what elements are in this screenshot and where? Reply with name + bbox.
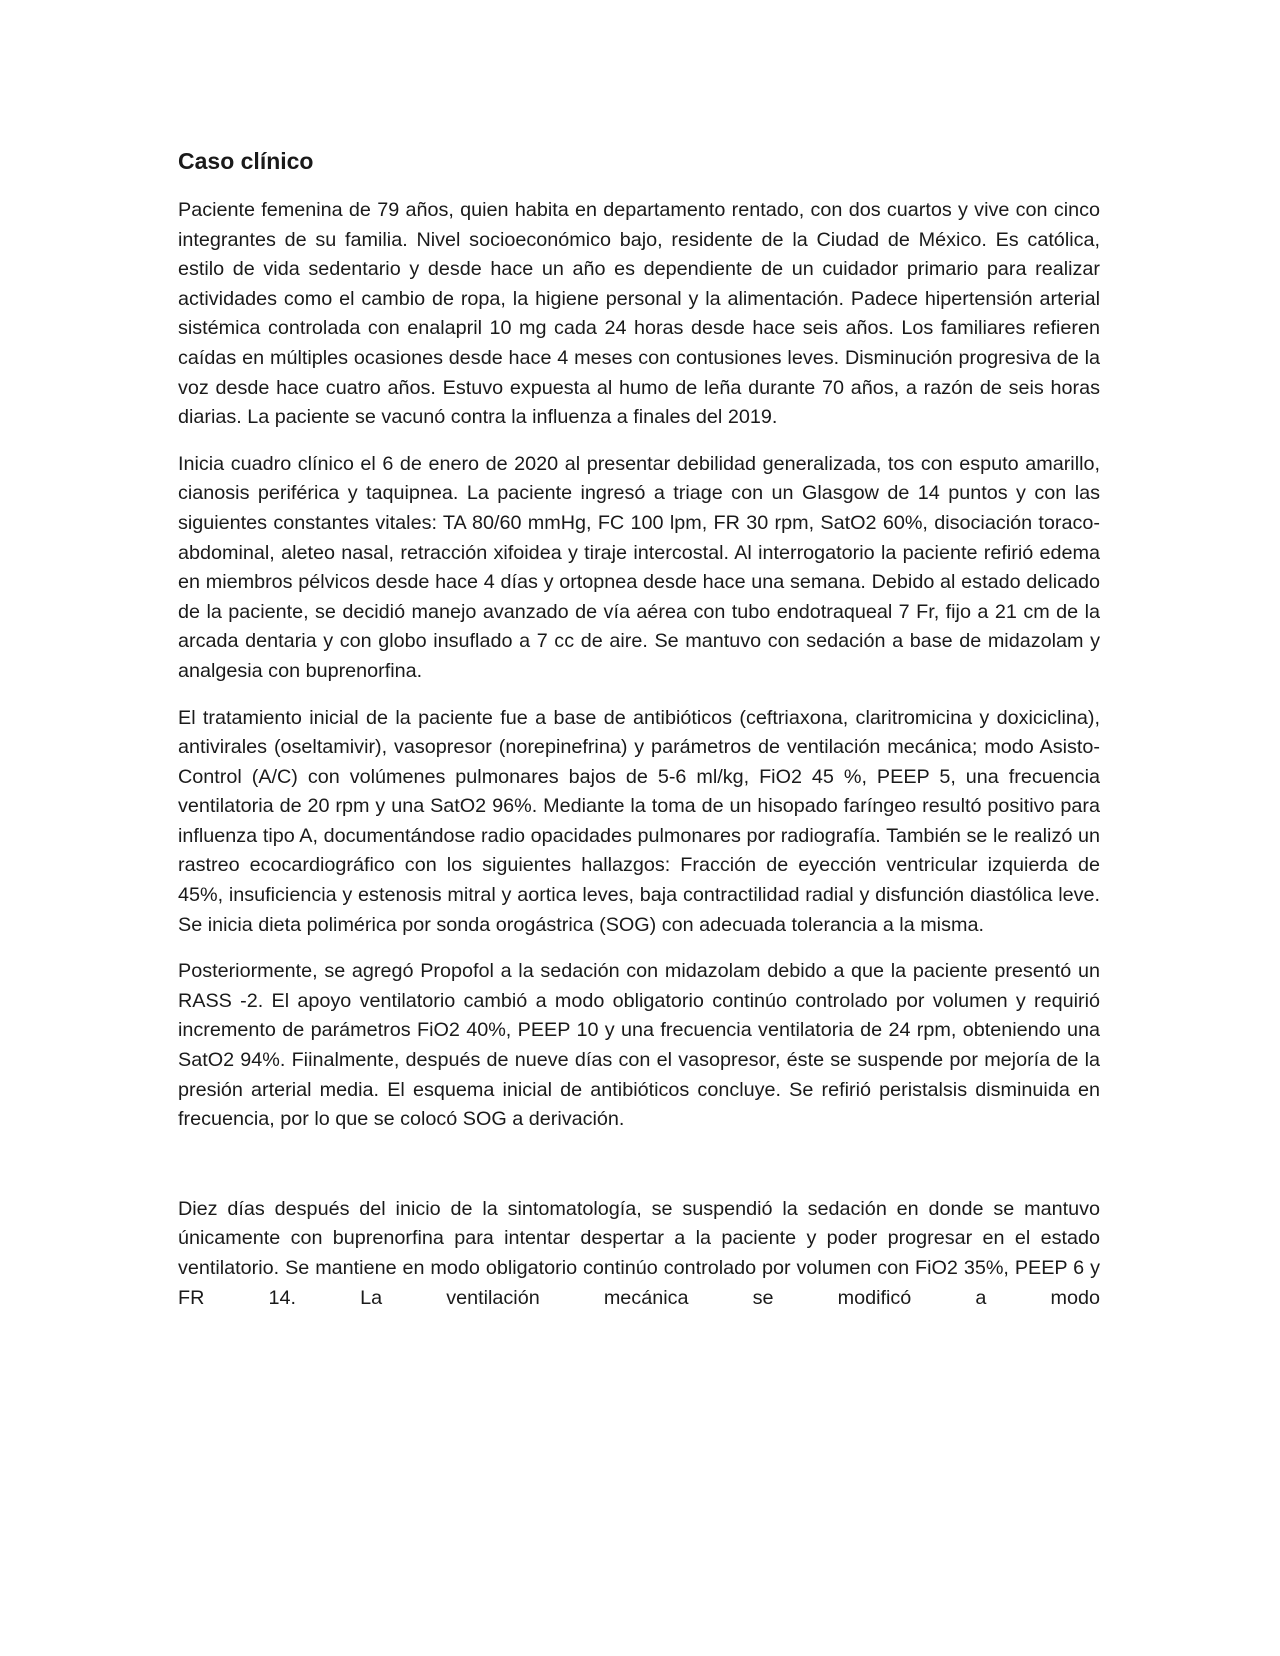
- document-page: [178, 146, 1100, 1313]
- paragraph-sedation-withdrawal: Diez días después del inicio de la sintomatología, se suspendió la sedación en donde se mantuvo únicamente con buprenorfina para intentar despertar a la paciente y poder progresar en el estado ventilatorio. Se mantiene en modo obligatorio continúo controlado por volumen con FiO2 35%, PEEP 6 y FR 14. La ventilación mecánica se modificó a modo: [178, 1197, 1100, 1309]
- document-title: Caso clínico: [178, 148, 314, 174]
- paragraph-history: Paciente femenina de 79 años, quien habita en departamento rentado, con dos cuartos y vive con cinco integrantes de su familia. Nivel socioeconómico bajo, residente de la Ciudad de México. Es católica, estilo de vida sedentario y desde hace un año es dependiente de un cuidador primario para realizar actividades como el cambio de ropa, la higiene personal y la alimentación. Padece hipertensión arterial sistémica controlada con enalapril 10 mg cada 24 horas desde hace seis años. Los familiares refieren caídas en múltiples ocasiones desde hace 4 meses con contusiones leves. Disminución progresiva de la voz desde hace cuatro años. Estuvo expuesta al humo de leña durante 70 años, a razón de seis horas diarias. La paciente se vacunó contra la influenza a finales del 2019.: [178, 199, 1100, 429]
- paragraph-evolution: Posteriormente, se agregó Propofol a la sedación con midazolam debido a que la paciente presentó un RASS -2. El apoyo ventilatorio cambió a modo obligatorio continúo controlado por volumen y requirió incremento de parámetros FiO2 40%, PEEP 10 y una frecuencia ventilatoria de 24 rpm, obteniendo una SatO2 94%. Fiinalmente, después de nueve días con el vasopresor, éste se suspende por mejoría de la presión arterial media. El esquema inicial de antibióticos concluye. Se refirió peristalsis disminuida en frecuencia, por lo que se colocó SOG a derivación.: [178, 960, 1100, 1131]
- paragraph-initial-treatment: El tratamiento inicial de la paciente fue a base de antibióticos (ceftriaxona, claritromicina y doxiciclina), antivirales (oseltamivir), vasopresor (norepinefrina) y parámetros de ventilación mecánica; modo Asisto-Control (A/C) con volúmenes pulmonares bajos de 5-6 ml/kg, FiO2 45 %, PEEP 5, una frecuencia ventilatoria de 20 rpm y una SatO2 96%. Mediante la toma de un hisopado faríngeo resultó positivo para influenza tipo A, documentándose radio opacidades pulmonares por radiografía. También se le realizó un rastreo ecocardiográfico con los siguientes hallazgos: Fracción de eyección ventricular izquierda de 45%, insuficiencia y estenosis mitral y aortica leves, baja contractilidad radial y disfunción diastólica leve. Se inicia dieta polimérica por sonda orogástrica (SOG) con adecuada tolerancia a la misma.: [178, 706, 1100, 936]
- paragraph-onset: Inicia cuadro clínico el 6 de enero de 2020 al presentar debilidad generalizada, tos con esputo amarillo, cianosis periférica y taquipnea. La paciente ingresó a triage con un Glasgow de 14 puntos y con las siguientes constantes vitales: TA 80/60 mmHg, FC 100 lpm, FR 30 rpm, SatO2 60%, disociación toraco-abdominal, aleteo nasal, retracción xifoidea y tiraje intercostal. Al interrogatorio la paciente refirió edema en miembros pélvicos desde hace 4 días y ortopnea desde hace una semana. Debido al estado delicado de la paciente, se decidió manejo avanzado de vía aérea con tubo endotraqueal 7 Fr, fijo a 21 cm de la arcada dentaria y con globo insuflado a 7 cc de aire. Se mantuvo con sedación a base de midazolam y analgesia con buprenorfina.: [178, 452, 1100, 682]
